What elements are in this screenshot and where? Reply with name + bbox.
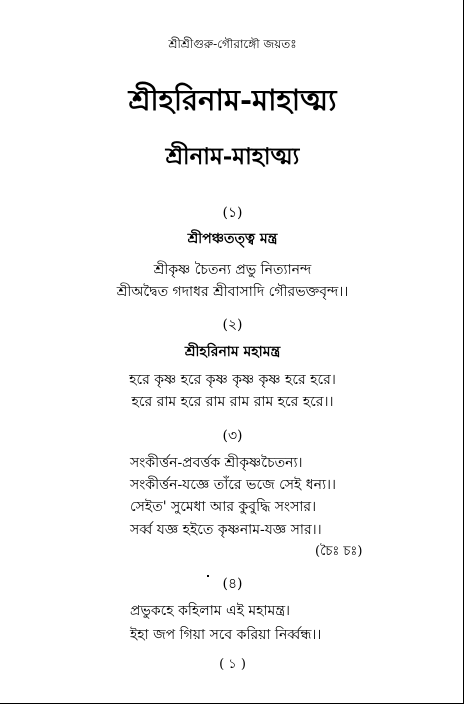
- section-2-heading: শ্রীহরিনাম মহামন্ত্র: [184, 344, 281, 360]
- section-2-verse-1: হরে কৃষ্ণ হরে কৃষ্ণ কৃষ্ণ কৃষ্ণ হরে হরে।: [129, 372, 336, 388]
- section-3-verse-3: সেইত' সুমেধা আর কুবুদ্ধি সংসার।: [130, 499, 317, 515]
- section-4-verse-2: ইহা জপ গিয়া সবে করিয়া নির্ব্বন্ধ।।: [130, 627, 322, 643]
- section-1-number: (১): [222, 205, 243, 221]
- invocation-line: শ্রীশ্রীগুরু-গৌরাঙ্গৌ জয়তঃ: [168, 37, 297, 51]
- section-2-verse-2: হরে রাম হরে রাম রাম রাম হরে হরে।।: [131, 394, 334, 410]
- section-4-verse-1: প্রভুকহে কহিলাম এই মহামন্ত্র।: [130, 603, 291, 619]
- section-3-number: (৩): [222, 428, 243, 444]
- section-1-verse-1: শ্রীকৃষ্ণ চৈতন্য প্রভু নিত্যানন্দ: [153, 262, 312, 278]
- page-subtitle: শ্রীনাম-মাহাত্ম্য: [165, 143, 300, 170]
- section-3-verse-1: সংকীর্ত্তন-প্রবর্ত্তক শ্রীকৃষ্ণচৈতন্য।: [130, 455, 303, 471]
- section-3-verse-2: সংকীর্ত্তন-যজ্ঞে তাঁরে ভজে সেই ধন্য।।: [130, 477, 337, 493]
- section-3-citation: (চৈঃ চঃ): [315, 544, 363, 559]
- section-4-number: (৪): [222, 576, 243, 592]
- section-2-number: (২): [222, 317, 243, 333]
- page-number: ( ১ ): [219, 657, 246, 672]
- page-title: শ্রীহরিনাম-মাহাত্ম্য: [128, 83, 337, 117]
- section-1-verse-2: শ্রীঅদ্বৈত গদাধর শ্রীবাসাদি গৌরভক্তবৃন্দ।।: [116, 284, 349, 300]
- section-3-verse-4: সর্ব্ব যজ্ঞ হইতে কৃষ্ণনাম-যজ্ঞ সার।।: [130, 522, 322, 538]
- section-1-heading: শ্রীপঞ্চতত্ত্ব মন্ত্র: [187, 231, 278, 247]
